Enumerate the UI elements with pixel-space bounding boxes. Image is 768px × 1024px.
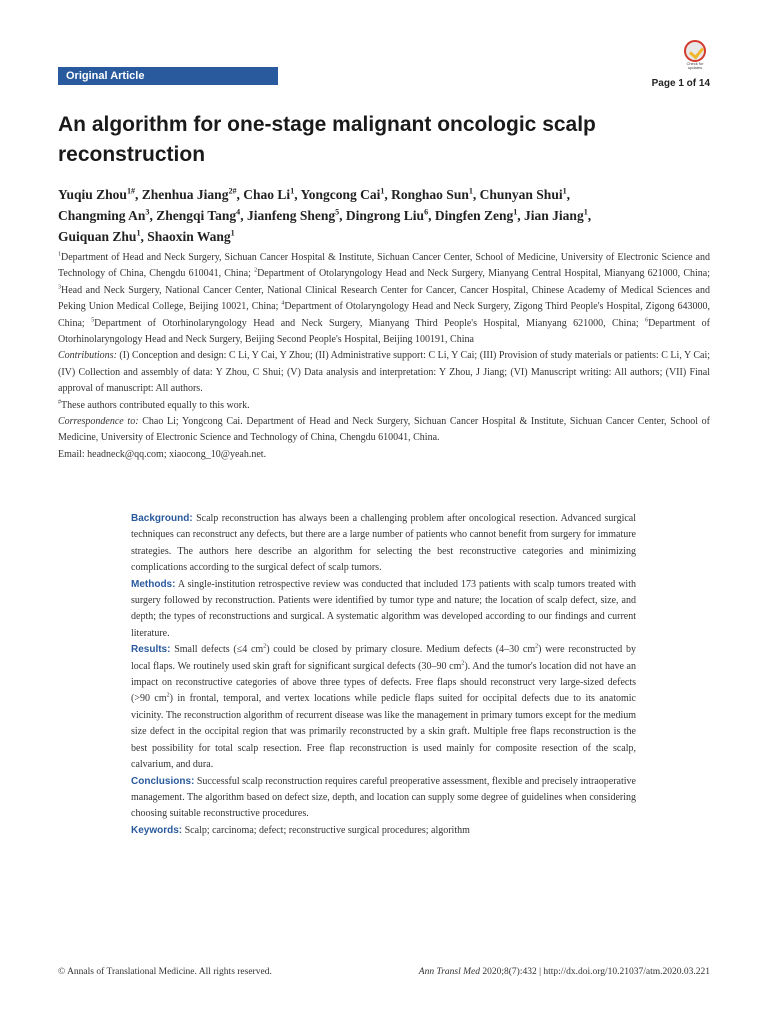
copyright: © Annals of Translational Medicine. All rights reserved. <box>58 967 272 977</box>
author-sup: 6 <box>424 207 429 217</box>
keywords-text: Scalp; carcinoma; defect; reconstructive surgical procedures; algorithm <box>182 824 470 836</box>
background-text: Scalp reconstruction has always been a challenging problem after oncological resection. Advanced surgical techniques can reconstruct any defects, but there are a large number of patients who cannot benefit from surgery for immature strategies. The authors here describe an algorithm for selecting the best reconstructive categories and minimizing complications according to the surgical defect of scalp tumors. <box>131 513 636 574</box>
contributions-text: (I) Conception and design: C Li, Y Cai, Y Zhou; (II) Administrative support: C Li, Y Cai; (III) Provision of study materials or patients: C Li, Y Cai; (IV) Collection and assembly of data: Y Zhou, C Shui; (V) Data analysis and interpretation: Y Zhou, J Jiang; (VI) Manuscript writing: All authors; (VII) Final approval of manuscript: All authors. <box>58 350 710 395</box>
author-sup: 2# <box>228 186 237 196</box>
journal-name: Ann Transl Med <box>418 967 480 977</box>
equal-contribution-note <box>58 398 710 414</box>
author-sup: 1 <box>136 228 141 238</box>
squared-sup: 2 <box>166 693 170 700</box>
abstract-methods <box>131 577 636 643</box>
author-sup: 1 <box>468 186 473 196</box>
results-text: Small defects (≤4 cm <box>170 644 264 656</box>
doi-link[interactable]: 2020;8(7):432 | http://dx.doi.org/10.21037/atm.2020.03.221 <box>480 967 710 977</box>
author: Jianfeng Sheng <box>246 208 336 223</box>
results-heading: Results: <box>131 644 171 656</box>
author: Chao Li <box>243 187 291 202</box>
author: Shaoxin Wang <box>147 229 231 244</box>
article-type-label: Original Article <box>66 70 145 82</box>
author: Changming An <box>58 208 146 223</box>
author-sup: 5 <box>335 207 340 217</box>
author-sup: 1 <box>290 186 295 196</box>
abstract-conclusions <box>131 774 636 823</box>
page-number: Page 1 of 14 <box>651 78 710 89</box>
check-updates-caption: Check for updates <box>686 61 704 70</box>
check-for-updates-badge[interactable] <box>680 40 710 70</box>
author-sup: 1 <box>513 207 518 217</box>
author-sup: 1 <box>230 228 235 238</box>
author: Yuqiu Zhou <box>58 187 127 202</box>
affil-sup: 5 <box>91 317 95 324</box>
squared-sup: 2 <box>263 643 267 650</box>
author: Zhengqi Tang <box>156 208 237 223</box>
author-sup: 3 <box>145 207 150 217</box>
equal-text: These authors contributed equally to this work. <box>61 399 250 411</box>
results-text: ) were reconstructed by local flaps. We routinely used skin graft for significant surgical defects (30–90 cm <box>131 644 636 672</box>
correspondence <box>58 414 710 447</box>
author: Dingrong Liu <box>345 208 425 223</box>
methods-text: A single-institution retrospective review was conducted that included 173 patients with scalp tumors treated with surgery followed by reconstruction. Patients were identified by tumor type and nature; the location of scalp defect, size, and depth; the types of reconstructions and surgical. A systematic algorithm was developed according to our findings and current literature. <box>131 578 636 639</box>
squared-sup: 2 <box>461 660 465 667</box>
affil-sup: 6 <box>645 317 649 324</box>
author: Dingfen Zeng <box>434 208 514 223</box>
contributions <box>58 348 710 397</box>
results-text: ) could be closed by primary closure. Medium defects (4–30 cm <box>266 644 536 656</box>
affiliations-block <box>58 250 710 463</box>
background-heading: Background: <box>131 513 193 524</box>
author-list: Yuqiu Zhou$^{1\#}$, Zhenhua Jiang$^{2\#}$, Chao Li$^1$, Yongcong Cai$^1$, Ronghao Sun$^1$, Chunyan Shui$^1$, Changming An$^3$, Zhengqi Tang$^4$, Jianfeng Sheng$^5$, Dingrong Liu$^6$, Dingfen Zeng$^1$, Jian Jiang$^1$, Guiquan Zhu$^1$, Shaoxin Wang$^1$ <box>58 186 592 244</box>
squared-sup: 2 <box>535 643 539 650</box>
author-sup: 1# <box>126 186 136 196</box>
affil-sup: 4 <box>281 300 285 307</box>
affiliation: Department of Otolaryngology Head and Neck Surgery, Mianyang Central Hospital, Mianyang 621000, China; <box>257 268 711 280</box>
affil-sup: 3 <box>58 284 61 291</box>
author-sup: 4 <box>236 207 241 217</box>
author: Ronghao Sun <box>391 187 469 202</box>
affiliation-list <box>58 250 710 348</box>
keywords-heading: Keywords: <box>131 824 183 836</box>
correspondence-text: Chao Li; Yongcong Cai. Department of Head and Neck Surgery, Sichuan Cancer Hospital & Institute, Sichuan Cancer Center, School of Medicine, University of Electronic Science and Technology of China, Chengdu 610041, China. <box>58 416 711 444</box>
author: Zhenhua Jiang <box>141 187 229 202</box>
methods-heading: Methods: <box>131 578 176 590</box>
affiliation: Department of Head and Neck Surgery, Sichuan Cancer Hospital & Institute, Sichuan Cancer Center, School of Medicine, University of Electronic Science and Technology of China, Chengdu 610041, China; <box>58 252 710 280</box>
keywords <box>131 823 636 839</box>
correspondence-label: Correspondence to: <box>58 416 139 428</box>
conclusions-text: Successful scalp reconstruction requires careful preoperative assessment, flexible and precisely intraoperative management. The algorithm based on defect size, depth, and location can supply some degree of guidelines when considering choosing suitable reconstructive procedures. <box>131 775 636 820</box>
correspondence-email[interactable]: Email: headneck@qq.com; xiaocong_10@yeah.net. <box>58 448 267 460</box>
affil-sup: 2 <box>254 268 258 275</box>
results-text: ). And the tumor's location did not have an impact on reconstructive categories of above three types of defects. Free flaps should reconstruct very large-sized defects (>90 cm <box>131 660 636 705</box>
author-sup: 1 <box>583 207 588 217</box>
equal-sup: # <box>58 399 61 406</box>
paper-title: An algorithm for one-stage malignant oncologic scalp reconstruction <box>58 113 596 166</box>
results-text: ) in frontal, temporal, and vertex locations while pedicle flaps suited for occipital defects due to its anatomic vicinity. The reconstruction algorithm of recurrent disease was like the management in primary tumors except for the medium size defect in the occipital region that was primarily reconstructed by a skin graft. Multiple free flaps reconstruction is the best possibility for total scalp resection. Free flap reconstruction is used mainly for composite resection of the scalp, calvarium, and dura. <box>131 693 636 771</box>
author: Jian Jiang <box>524 208 584 223</box>
affiliation: Head and Neck Surgery, National Cancer Center, National Clinical Research Center for Cancer, Cancer Hospital, Chinese Academy of Medical Sciences and Peking Union Medical College, Beijing 10021, China; <box>58 284 710 313</box>
author-sup: 1 <box>380 186 385 196</box>
author: Guiquan Zhu <box>58 229 137 244</box>
affiliation: Department of Otorhinolaryngology Head and Neck Surgery, Beijing Second People's Hospital, Beijing 100191, China <box>58 317 710 346</box>
author: Yongcong Cai <box>300 187 381 202</box>
author: Chunyan Shui <box>479 187 563 202</box>
affiliation: Department of Otorhinolaryngology Head and Neck Surgery, Mianyang Third People's Hospital, Mianyang 621000, China; <box>94 317 646 329</box>
article-type-banner <box>58 67 278 85</box>
author-sup: 1 <box>562 186 567 196</box>
citation <box>419 967 710 977</box>
abstract-background <box>131 511 636 577</box>
abstract-results <box>131 642 636 773</box>
contributions-label: Contributions: <box>58 350 117 362</box>
affiliation: Department of Otolaryngology Head and Neck Surgery, Zigong Third People's Hospital, Zigong 643000, China; <box>58 301 710 329</box>
affil-sup: 1 <box>58 251 61 258</box>
check-updates-icon <box>684 40 706 62</box>
conclusions-heading: Conclusions: <box>131 775 195 787</box>
abstract-block <box>131 511 636 839</box>
